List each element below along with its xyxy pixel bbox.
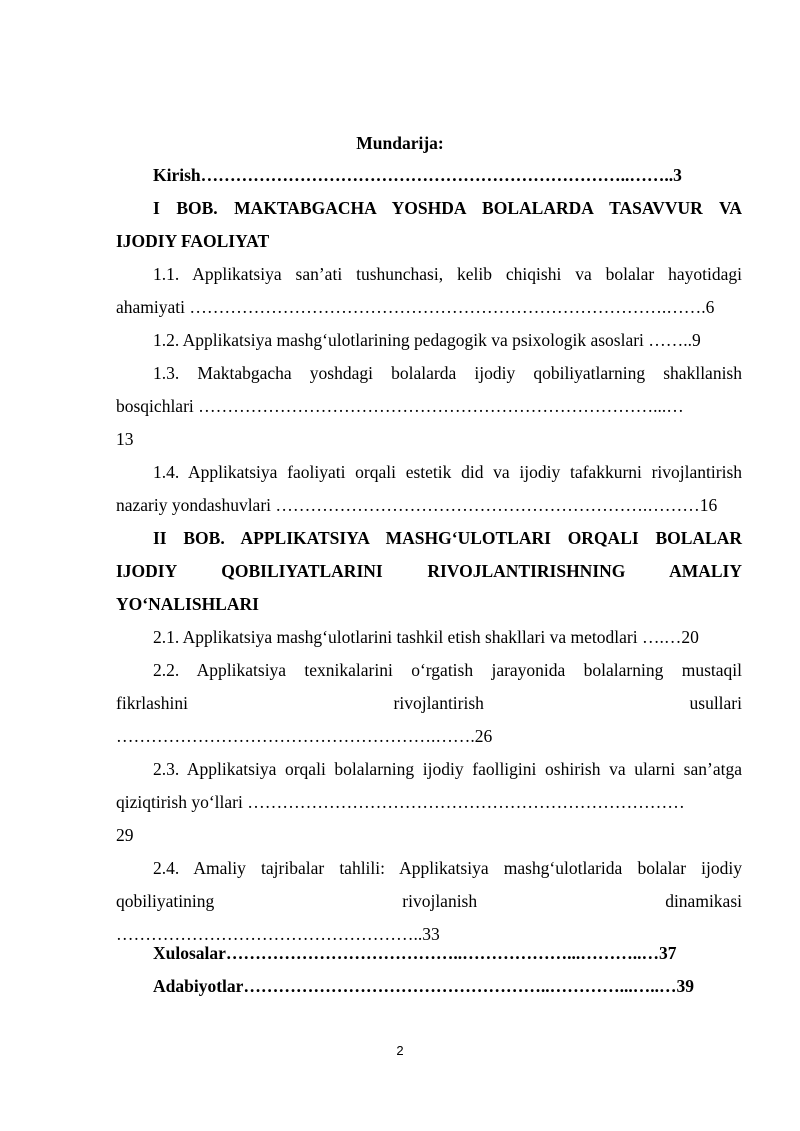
toc-entry-text-continued: nazariy yondashuvlari ……………………………………………………….………16 [116, 495, 718, 515]
toc-entry-text: 1.3. Maktabgacha yoshdagi bolalarda ijodiy qobiliyatlarning shakllanish [153, 363, 742, 383]
toc-entry-text: 2.4. Amaliy tajribalar tahlili: Applikatsiya mashg‘ulotlarida bolalar ijodiy [153, 858, 742, 878]
toc-entry-text: Kirish………………………………………………………………..……..3 [153, 165, 682, 185]
toc-entry-text-continued: fikrlashini rivojlantirish usullari [116, 693, 742, 713]
toc-entry-text-continued: IJODIY FAOLIYAT [116, 231, 270, 251]
toc-entry-adabiyotlar[interactable] [116, 970, 742, 1003]
toc-entry-text: Xulosalar…………………………………..………………...………..…37 [153, 943, 677, 963]
toc-entry-text: 2.1. Applikatsiya mashg‘ulotlarini tashkil etish shakllari va metodlari ….…20 [153, 627, 699, 647]
toc-entry-text-continued: qiziqtirish yo‘llari ………………………………………………………………… [116, 792, 685, 812]
toc-entry-2-1[interactable] [116, 621, 742, 654]
toc-entry-text: 1.2. Applikatsiya mashg‘ulotlarining pedagogik va psixologik asoslari ……..9 [153, 330, 701, 350]
toc-entry-text: II BOB. APPLIKATSIYA MASHG‘ULOTLARI ORQALI BOLALAR [153, 528, 742, 548]
toc-entry-page: 29 [116, 825, 134, 845]
toc-entry-1-1[interactable] [116, 258, 742, 324]
toc-entry-page: 13 [116, 429, 134, 449]
toc-entry-chapter-2[interactable] [116, 522, 742, 621]
toc-entry-page: ……………………………………………….…….26 [116, 726, 493, 746]
toc-entry-kirish[interactable] [116, 159, 742, 192]
toc-title: Mundarija: [356, 133, 444, 153]
toc-entry-text-continued: YO‘NALISHLARI [116, 594, 259, 614]
toc-entry-1-3[interactable] [116, 357, 742, 456]
toc-entry-text: 1.1. Applikatsiya san’ati tushunchasi, kelib chiqishi va bolalar hayotidagi [153, 264, 742, 284]
toc-entry-text-continued: ahamiyati ……………………………………………………………………….…….6 [116, 297, 715, 317]
toc-entry-text-continued: IJODIY QOBILIYATLARINI RIVOJLANTIRISHNING AMALIY [116, 561, 742, 581]
toc-entry-text: 2.3. Applikatsiya orqali bolalarning ijodiy faolligini oshirish va ularni san’atga [153, 759, 742, 779]
toc-entry-text: I BOB. MAKTABGACHA YOSHDA BOLALARDA TASAVVUR VA [153, 198, 742, 218]
toc-entry-1-2[interactable] [116, 324, 742, 357]
toc-entry-2-3[interactable] [116, 753, 742, 852]
toc-entry-text: 1.4. Applikatsiya faoliyati orqali estetik did va ijodiy tafakkurni rivojlantirish [153, 462, 742, 482]
toc-entry-1-4[interactable] [116, 456, 742, 522]
toc-entry-xulosalar[interactable] [116, 937, 742, 970]
toc-entry-text: 2.2. Applikatsiya texnikalarini o‘rgatish jarayonida bolalarning mustaqil [153, 660, 742, 680]
page-number: 2 [396, 1043, 404, 1058]
toc-entry-text-continued: qobiliyatining rivojlanish dinamikasi [116, 891, 742, 911]
toc-entry-chapter-1[interactable] [116, 192, 742, 258]
toc-entry-2-2[interactable] [116, 654, 742, 753]
toc-entry-text-continued: bosqichlari ……………………………………………………………………...… [116, 396, 684, 416]
toc-entry-text: Adabiyotlar……………………………………………..…………...…..…39 [153, 976, 695, 996]
toc-entry-page: ……………………………………………..33 [116, 924, 440, 944]
